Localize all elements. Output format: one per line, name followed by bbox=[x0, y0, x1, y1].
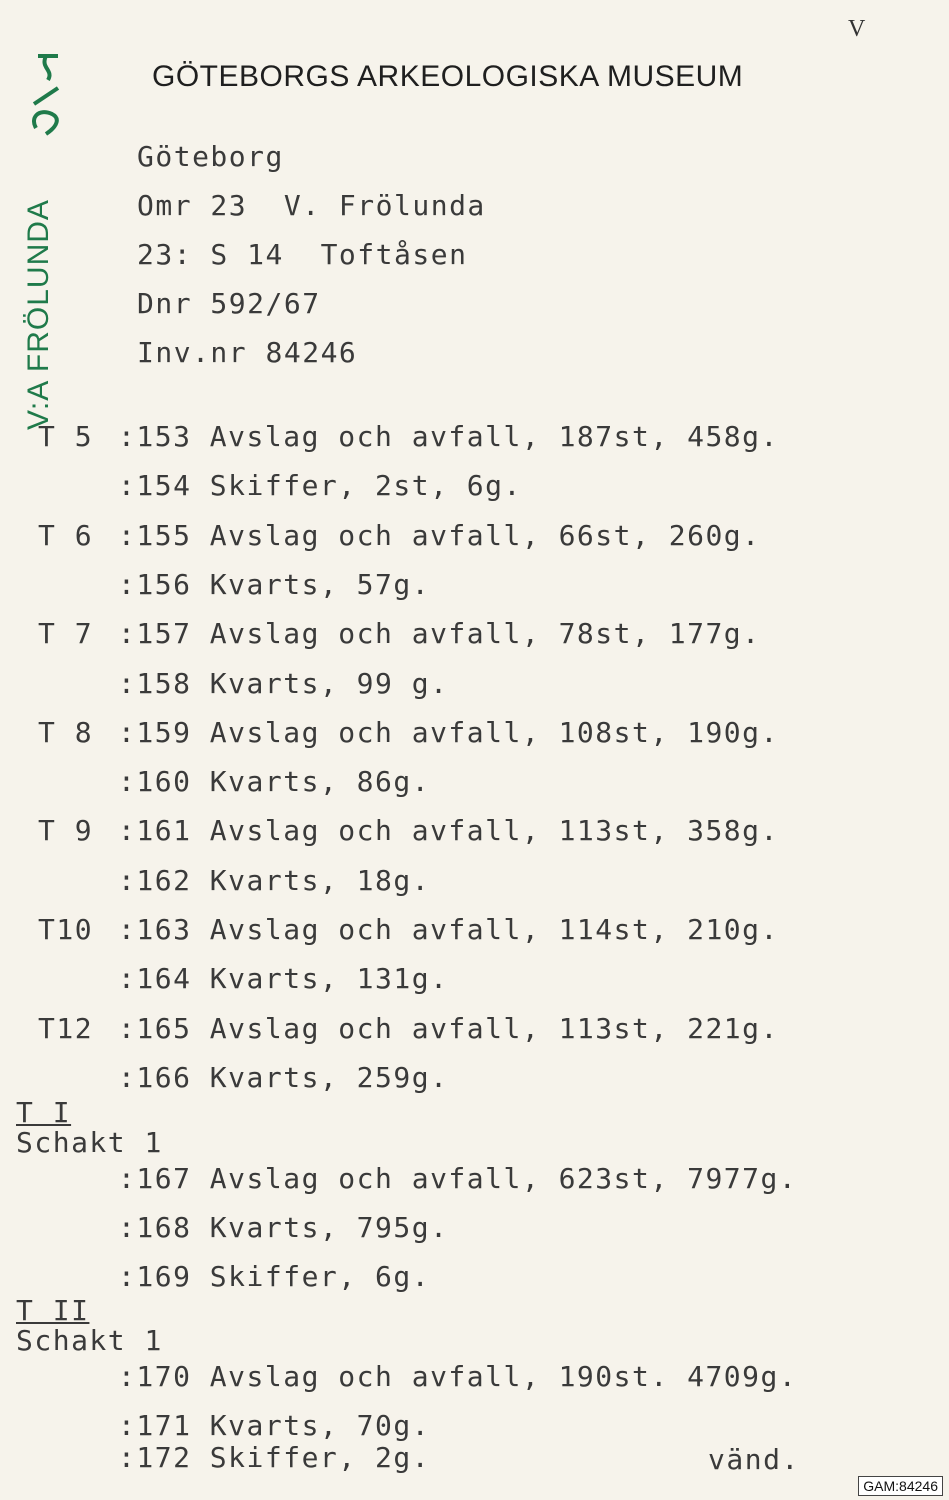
handwritten-note bbox=[28, 48, 66, 138]
area-line: Omr 23 V. Frölunda bbox=[137, 189, 486, 222]
entry-text: :157 Avslag och avfall, 78st, 177g. bbox=[118, 617, 761, 651]
section1-title: T I bbox=[16, 1096, 72, 1129]
entry-text: :164 Kvarts, 131g. bbox=[118, 962, 449, 996]
turn-over-note: vänd. bbox=[708, 1443, 800, 1476]
entry-text: :153 Avslag och avfall, 187st, 458g. bbox=[118, 420, 779, 453]
section2-sub: Schakt 1 bbox=[16, 1324, 163, 1357]
list-item: :168 Kvarts, 795g. bbox=[118, 1211, 449, 1244]
margin-label: V:A FRÖLUNDA bbox=[22, 199, 55, 430]
city-line: Göteborg bbox=[137, 140, 284, 173]
entry-label: T 9 bbox=[38, 814, 94, 848]
entry-text: :160 Kvarts, 86g. bbox=[118, 765, 431, 799]
entry-text: :155 Avslag och avfall, 66st, 260g. bbox=[118, 518, 761, 552]
entry-label: T 8 bbox=[38, 715, 94, 749]
entry-text: :156 Kvarts, 57g. bbox=[118, 567, 431, 601]
inv-line: Inv.nr 84246 bbox=[137, 336, 358, 369]
entry-text: :162 Kvarts, 18g. bbox=[118, 863, 431, 897]
entry-text: :158 Kvarts, 99 g. bbox=[118, 666, 449, 700]
entry-label: T10 bbox=[38, 913, 94, 946]
entry-label: T 7 bbox=[38, 617, 94, 651]
entry-text: :166 Kvarts, 259g. bbox=[118, 1060, 449, 1094]
entry-text: :165 Avslag och avfall, 113st, 221g. bbox=[118, 1011, 779, 1045]
site-line: 23: S 14 Toftåsen bbox=[137, 238, 468, 271]
entry-label: T 5 bbox=[38, 420, 94, 453]
list-item: :167 Avslag och avfall, 623st, 7977g. bbox=[118, 1162, 798, 1195]
section1-sub: Schakt 1 bbox=[16, 1126, 163, 1159]
list-item: :169 Skiffer, 6g. bbox=[118, 1260, 431, 1293]
entry-label: T12 bbox=[38, 1011, 94, 1045]
corner-mark: V bbox=[848, 16, 866, 42]
entry-text: :154 Skiffer, 2st, 6g. bbox=[118, 469, 522, 503]
dnr-line: Dnr 592/67 bbox=[137, 287, 321, 320]
section2-title: T II bbox=[16, 1294, 90, 1327]
list-item: :172 Skiffer, 2g. bbox=[118, 1441, 431, 1474]
archive-id: GAM:84246 bbox=[858, 1476, 943, 1496]
entry-text: :161 Avslag och avfall, 113st, 358g. bbox=[118, 814, 779, 848]
list-item: :170 Avslag och avfall, 190st. 4709g. bbox=[118, 1360, 798, 1393]
museum-header: GÖTEBORGS ARKEOLOGISKA MUSEUM bbox=[152, 60, 744, 93]
entry-label: T 6 bbox=[38, 518, 94, 552]
list-item: :171 Kvarts, 70g. bbox=[118, 1409, 431, 1442]
entry-text: :163 Avslag och avfall, 114st, 210g. bbox=[118, 913, 779, 946]
entry-text: :159 Avslag och avfall, 108st, 190g. bbox=[118, 715, 779, 749]
